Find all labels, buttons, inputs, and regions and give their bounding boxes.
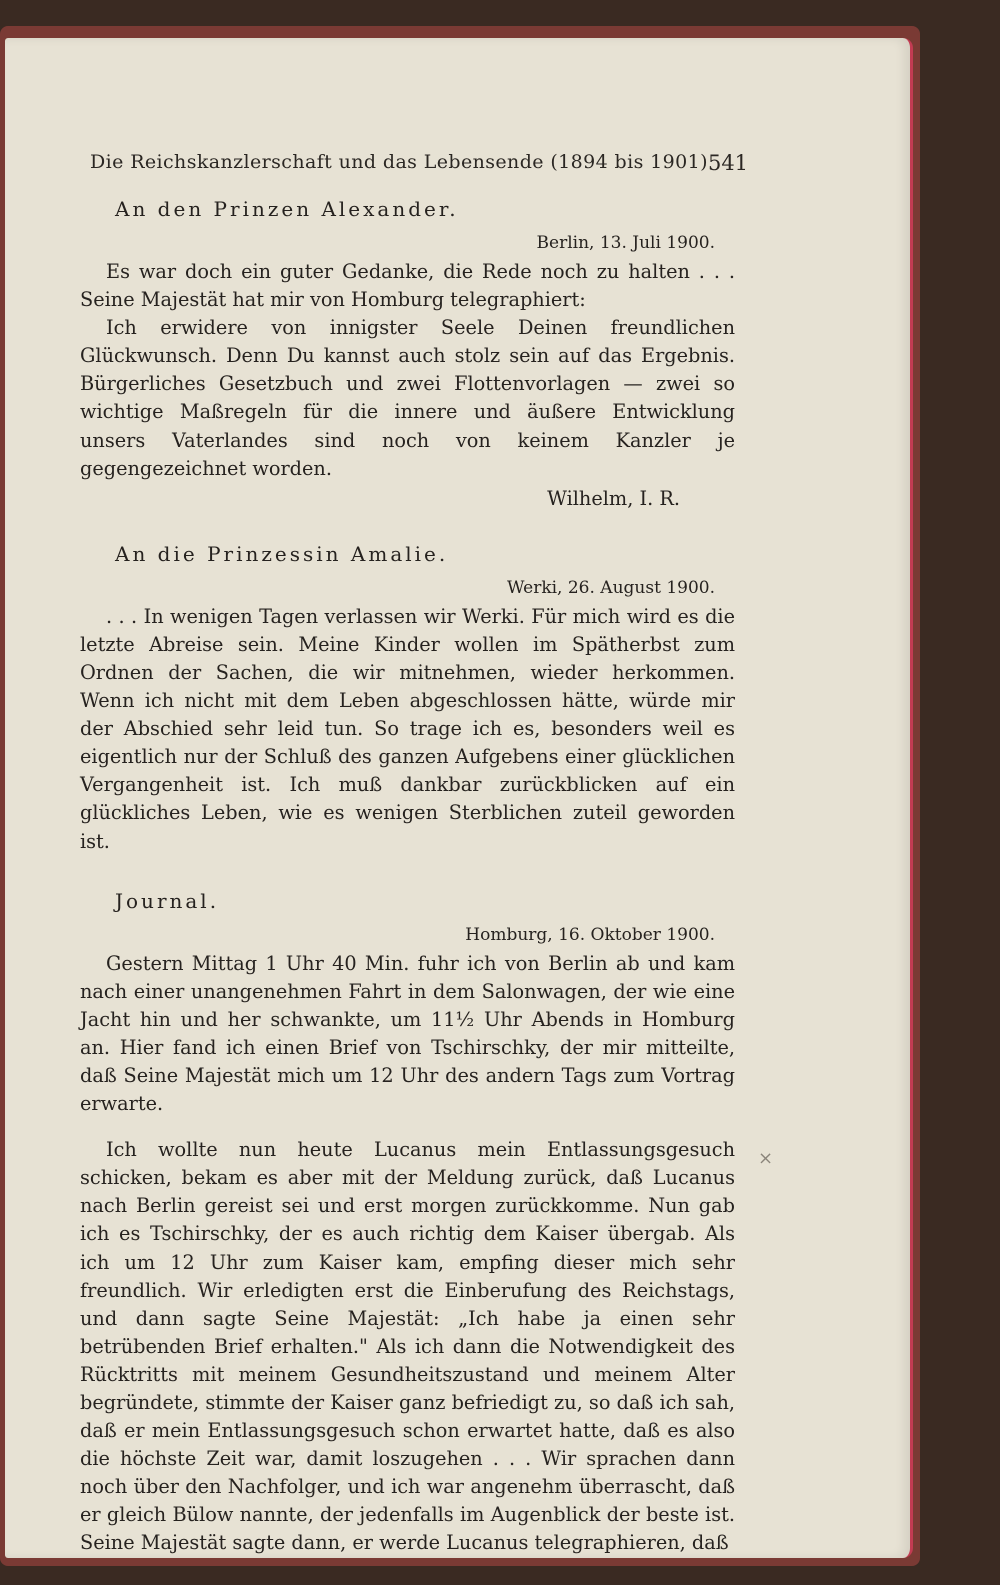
letter-place-date: Werki, 26. August 1900. [507,577,715,598]
running-title: Die Reichskanzlerschaft und das Lebensende (1894 bis 1901) [90,151,708,173]
page-content [80,190,735,1558]
running-header [90,151,749,175]
letter-quote: Ich erwidere von innigster Seele Deinen freundlichen Glückwunsch. Denn Du kannst auch stolz sein auf das Ergebnis. Bürgerliches Gesetzbuch und zwei Flottenvorlagen — zwei so wichtige Maßregeln für die innere und äußere Entwicklung unsers Vaterlandes sind noch von keinem Kanzler je gegengezeichnet worden. [80,316,735,480]
letter-signature: Wilhelm, I. R. [547,486,680,510]
letter-paragraph: Es war doch ein guter Gedanke, die Rede noch zu halten . . . Seine Majestät hat mir von Homburg telegraphiert: [80,260,735,312]
journal-heading: Journal. [115,888,220,913]
journal-place-date: Homburg, 16. Oktober 1900. [465,924,715,945]
letter-heading-alexander: An den Prinzen Alexander. [115,197,459,221]
page-number: 541 [707,151,749,175]
margin-pencil-mark: × [758,1148,774,1169]
letter-paragraph: . . . In wenigen Tagen verlassen wir Werki. Für mich wird es die letzte Abreise sein. Meine Kinder wollen im Spätherbst zum Ordnen der Sachen, die wir mitnehmen, wieder herkommen. Wenn ich nicht mit dem Leben abgeschlossen hätte, würde mir der Abschied sehr leid tun. So trage ich es, besonders weil es eigentlich nur der Schluß des ganzen Aufgebens einer glücklichen Vergangenheit ist. Ich muß dankbar zurückblicken auf ein glückliches Leben, wie es wenigen Sterblichen zuteil geworden ist. [80,604,735,853]
letter-place-date: Berlin, 13. Juli 1900. [536,233,715,253]
journal-paragraph: Gestern Mittag 1 Uhr 40 Min. fuhr ich von Berlin ab und kam nach einer unangenehmen Fahrt in dem Salonwagen, der wie eine Jacht hin und her schwankte, um 11½ Uhr Abends in Homburg an. Hier fand ich einen Brief von Tschirschky, der mir mitteilte, daß Seine Majestät mich um 12 Uhr des andern Tags zum Vortrag erwarte. [80,951,735,1116]
letter-heading-amalie: An die Prinzessin Amalie. [115,541,449,566]
journal-paragraph: Ich wollte nun heute Lucanus mein Entlassungsgesuch schicken, bekam es aber mit der Meldung zurück, daß Lucanus nach Berlin gereist sei und erst morgen zurückkomme. Nun gab ich es Tschirschky, der es auch richtig dem Kaiser übergab. Als ich um 12 Uhr zum Kaiser kam, empfing dieser mich sehr freundlich. Wir erledigten erst die Einberufung des Reichstags, und dann sagte Seine Majestät: „Ich habe ja einen sehr betrübenden Brief erhalten." Als ich dann die Notwendigkeit des Rücktritts mit meinem Gesundheitszustand und meinem Alter begründete, stimmte der Kaiser ganz befriedigt zu, so daß ich sah, daß er mein Entlassungsgesuch schon erwartet hatte, daß es also die höchste Zeit war, damit loszugehen . . . Wir sprachen dann noch über den Nachfolger, und ich war angenehm überrascht, daß er gleich Bülow nannte, der jedenfalls im Augenblick der beste ist. Seine Majestät sagte dann, er werde Lucanus telegraphieren, daß [80,1138,735,1555]
